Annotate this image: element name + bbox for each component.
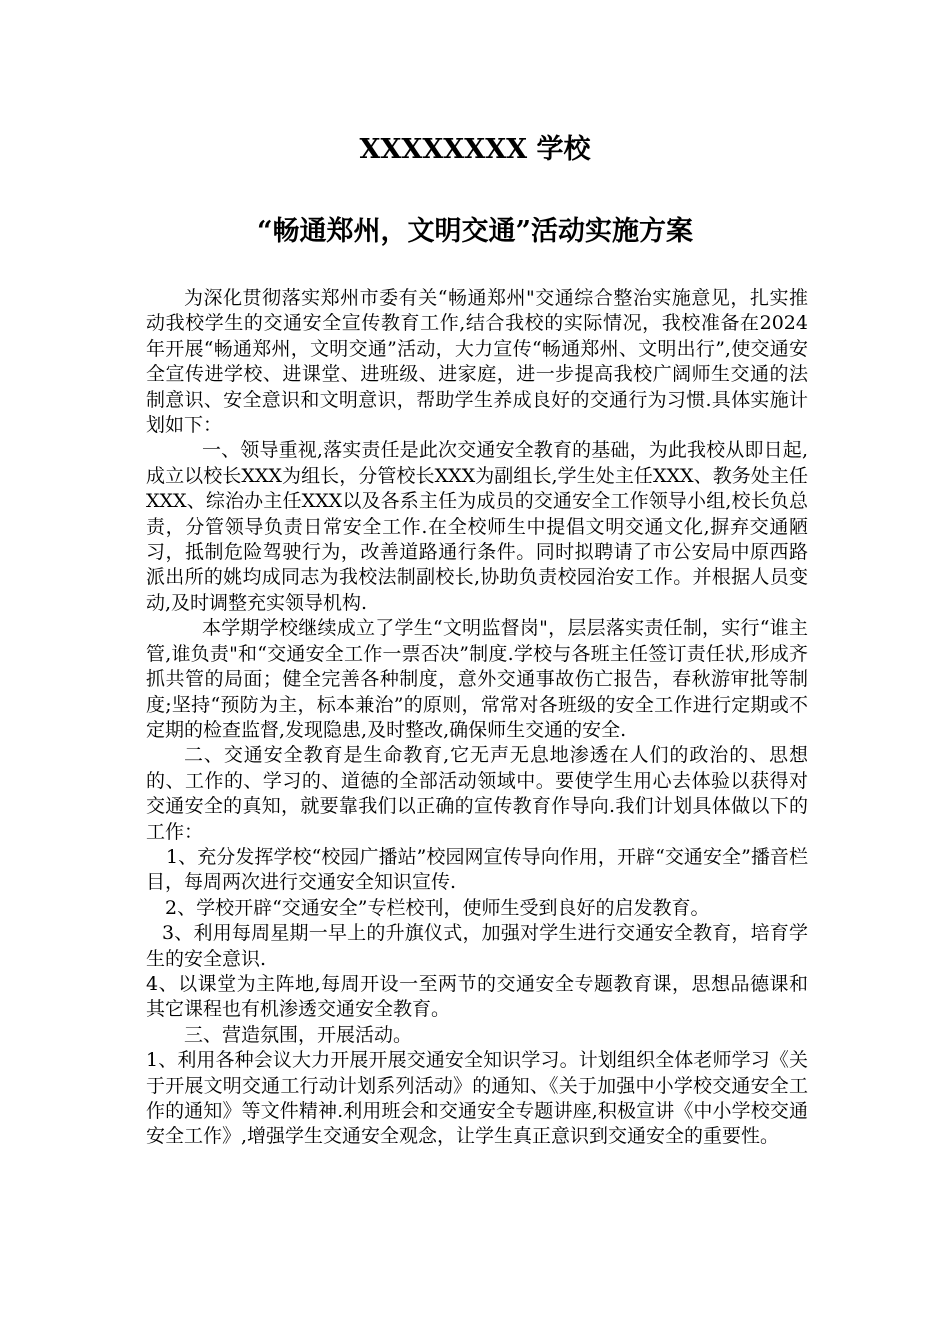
paragraph-section-3: 三、营造氛围，开展活动。 [184,1023,413,1046]
list-item-classroom: 4、以课堂为主阵地,每周开设一至两节的交通安全专题教育课，思想品德课和其它课程也有机渗透交通安全教育。 [146,972,808,1021]
paragraph-section-1: 一、领导重视,落实责任是此次交通安全教育的基础，为此我校从即日起,成立以校长XXX为组长，分管校长XXX为副组长,学生处主任XXX、教务处主任XXX、综治办主任XXX以及各系主任为成员的交通安全工作领导小组,校长负总责，分管领导负责日常安全工作.在全校师生中提倡文明交通文化,摒弃交通陋习，抵制危险驾驶行为，改善道路通行条件。同时拟聘请了市公安局中原西路派出所的姚均成同志为我校法制副校长,协助负责校园治安工作。并根据人员变动,及时调整充实领导机构. [146,439,808,614]
list-item-flag-ceremony: 3、利用每周星期一早上的升旗仪式，加强对学生进行交通安全教育，培育学生的安全意识. [146,922,808,970]
paragraph-intro: 为深化贯彻落实郑州市委有关“畅通郑州"交通综合整治实施意见，扎实推动我校学生的交通安全宣传教育工作,结合我校的实际情况，我校准备在2024年开展“畅通郑州，文明交通”活动，大力宣传“畅通郑州、文明出行”,使交通安全宣传进学校、进课堂、进班级、进家庭，进一步提高我校广阔师生交通的法制意识、安全意识和文明意识，帮助学生养成良好的交通行为习惯.具体实施计划如下： [146,287,808,437]
paragraph-section-2: 二、交通安全教育是生命教育,它无声无息地渗透在人们的政治的、思想的、工作的、学习的、道德的全部活动领域中。要使学生用心去体验以获得对交通安全的真知，就要靠我们以正确的宣传教育作导向.我们计划具体做以下的工作： [146,744,808,843]
document-subtitle: “畅通郑州，文明交通”活动实施方案 [256,216,694,247]
list-item-meetings: 1、利用各种会议大力开展开展交通安全知识学习。计划组织全体老师学习《关于开展文明交通工行动计划系列活动》的通知、《关于加强中小学校交通安全工作的通知》等文件精神.利用班会和交通安全专题讲座,积极宣讲《中小学校交通安全工作》,增强学生交通安全观念，让学生真正意识到交通安全的重要性。 [146,1049,808,1148]
list-item-school-journal: 2、学校开辟“交通安全”专栏校刊，使师生受到良好的启发教育。 [165,896,710,919]
document-title: XXXXXXXX 学校 [359,134,591,165]
list-item-broadcast: 1、充分发挥学校“校园广播站”校园网宣传导向作用，开辟“交通安全”播音栏目，每周两次进行交通安全知识宣传. [146,845,808,894]
document-body [146,286,808,1150]
paragraph-supervision: 本学期学校继续成立了学生“文明监督岗"，层层落实责任制，实行“谁主管,谁负责"和“交通安全工作一票否决”制度.学校与各班主任签订责任状,形成齐抓共管的局面；健全完善各种制度，意外交通事故伤亡报告，春秋游审批等制度;坚持“预防为主，标本兼治”的原则，常常对各班级的安全工作进行定期或不定期的检查监督,发现隐患,及时整改,确保师生交通的安全. [146,617,808,741]
